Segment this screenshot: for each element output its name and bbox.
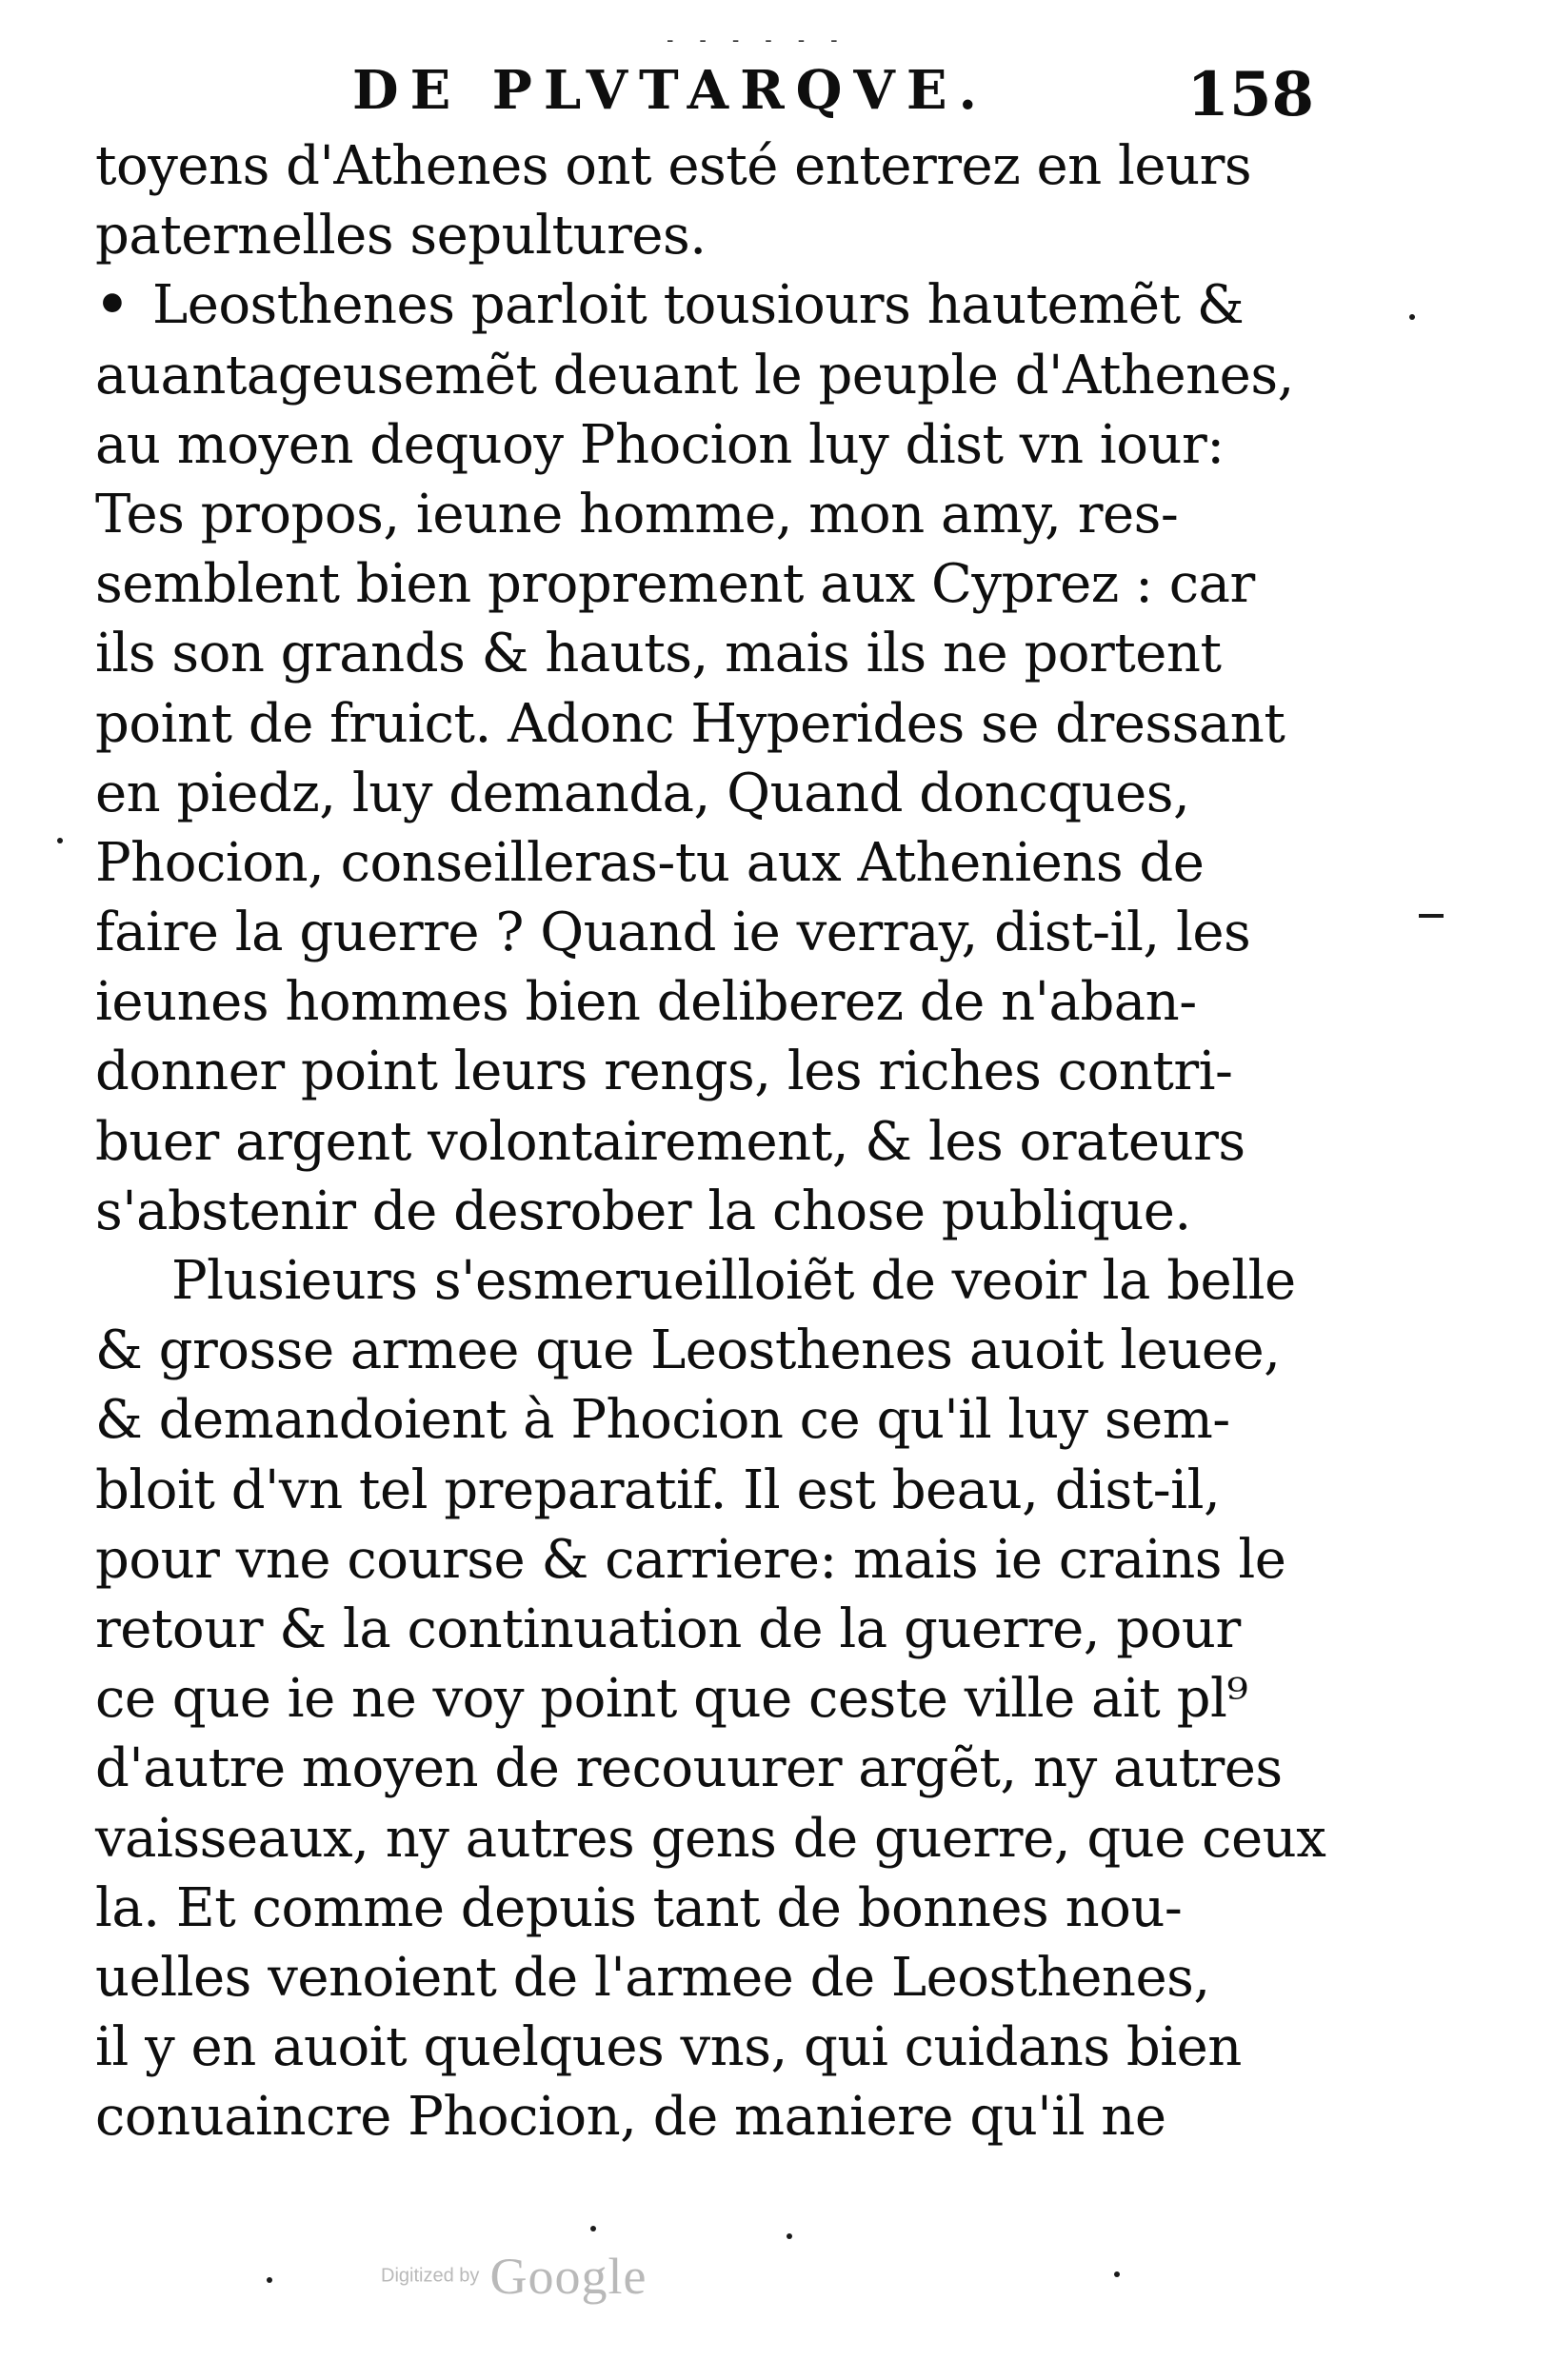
running-head: [352, 59, 1314, 135]
paragraph-bullet-line: [95, 270, 1290, 340]
text-line: pour vne course & carriere: mais ie crains le: [95, 1528, 1286, 1591]
text-line: point de fruict. Adonc Hyperides se dressant: [95, 692, 1285, 755]
text-line: bloit d'vn tel preparatif. Il est beau, dist-il,: [95, 1458, 1221, 1521]
text-line: au moyen dequoy Phocion luy dist vn iour:: [95, 413, 1225, 476]
text-line: Leosthenes parloit tousiours hautemẽt &: [152, 274, 1245, 337]
text-line: & grosse armee que Leosthenes auoit leuee,: [95, 1319, 1281, 1382]
text-line: ieunes hommes bien deliberez de n'aban-: [95, 971, 1197, 1034]
ink-speck: [57, 838, 63, 843]
text-line: Phocion, conseilleras-tu aux Atheniens de: [95, 831, 1205, 894]
paragraph-bullet: •: [95, 273, 130, 337]
text-line: ils son grands & hauts, mais ils ne portent: [95, 623, 1222, 685]
ink-speck: [267, 2277, 272, 2283]
ink-speck: [787, 2233, 792, 2239]
text-line: la. Et comme depuis tant de bonnes nou-: [95, 1876, 1183, 1939]
running-title: DE PLVTARQVE.: [352, 59, 989, 122]
watermark-prefix: Digitized by: [381, 2265, 480, 2287]
text-line: donner point leurs rengs, les riches contri-: [95, 1041, 1233, 1103]
text-line: toyens d'Athenes ont esté enterrez en leurs: [95, 135, 1252, 197]
page-number: 158: [1186, 59, 1314, 130]
ink-speck: [1114, 2271, 1120, 2277]
text-line: uelles venoient de l'armee de Leosthenes,: [95, 1946, 1210, 2009]
text-line: Plusieurs s'esmerueilloiẽt de veoir la belle: [171, 1250, 1296, 1312]
text-line: auantageusemẽt deuant le peuple d'Athenes,: [95, 344, 1294, 407]
google-logo: Google: [489, 2248, 648, 2305]
text-line: s'abstenir de desrober la chose publique.: [95, 1180, 1191, 1242]
text-line: retour & la continuation de la guerre, pour: [95, 1597, 1241, 1660]
text-line: buer argent volontairement, & les orateurs: [95, 1110, 1245, 1173]
text-line: conuaincre Phocion, de maniere qu'il ne: [95, 2086, 1166, 2149]
text-line: il y en auoit quelques vns, qui cuidans bien: [95, 2016, 1242, 2079]
text-line: Tes propos, ieune homme, mon amy, res-: [95, 483, 1179, 545]
top-ink-specks: - - - - - -: [667, 29, 847, 52]
text-line: & demandoient à Phocion ce qu'il luy sem-: [95, 1389, 1230, 1452]
text-line: en piedz, luy demanda, Quand doncques,: [95, 762, 1190, 824]
ink-speck: [590, 2226, 596, 2231]
text-line: ce que ie ne voy point que ceste ville ait pl⁹: [95, 1668, 1248, 1731]
ink-speck: [1409, 314, 1415, 320]
digitized-watermark: [381, 2247, 647, 2304]
text-line: semblent bien proprement aux Cyprez : car: [95, 553, 1255, 616]
text-line: d'autre moyen de recouurer argẽt, ny autres: [95, 1737, 1283, 1800]
ink-dash: [1419, 914, 1444, 918]
text-line: faire la guerre ? Quand ie verray, dist-il, les: [95, 902, 1251, 964]
text-line: paternelles sepultures.: [95, 205, 707, 268]
body-text: [95, 131, 1326, 2152]
text-line: vaisseaux, ny autres gens de guerre, que ceux: [95, 1807, 1326, 1870]
